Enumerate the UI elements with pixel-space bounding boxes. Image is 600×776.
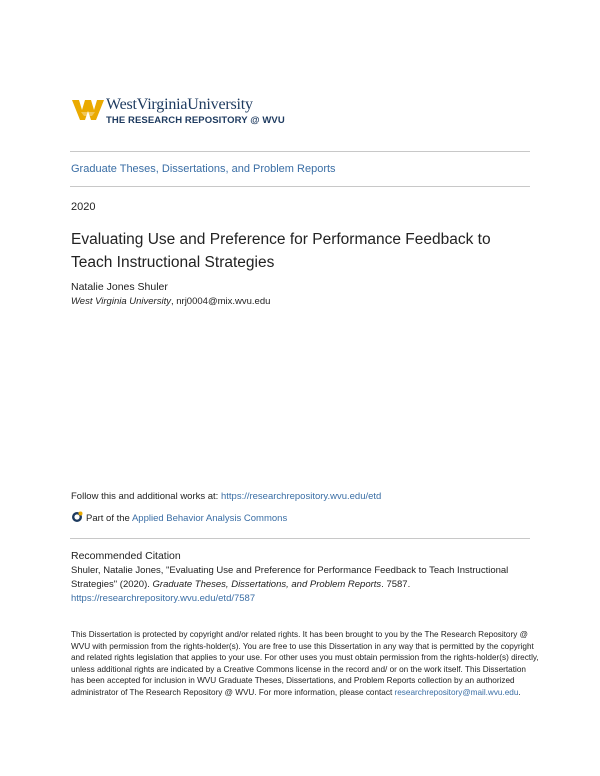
follow-text: Follow this and additional works at:	[71, 491, 221, 502]
citation-url-link[interactable]: https://researchrepository.wvu.edu/etd/7587	[71, 593, 256, 604]
publication-year: 2020	[71, 201, 96, 213]
citation-number: . 7587.	[381, 579, 411, 590]
contact-email-link[interactable]: researchrepository@mail.wvu.edu	[394, 687, 519, 697]
author-name: Natalie Jones Shuler	[71, 281, 168, 293]
logo-university-name: WestVirginiaUniversity	[106, 96, 253, 113]
flying-wv-icon	[72, 98, 104, 122]
etd-collection-link[interactable]: https://researchrepository.wvu.edu/etd	[220, 491, 382, 502]
author-affiliation	[71, 296, 270, 307]
rights-notice-text: This Dissertation is protected by copyright and/or related rights. It has been brought to you by the The Research Repository @ WVU with permission from the rights-holder(s). You are free to use this Dissertation in any way that is permitted by the copyright and related rights legislation that applies to your use. For other uses you must obtain permission from the rights-holder(s) directly, unless additional rights are indicated by a Creative Commons license in the record and/ or on the work itself. This Dissertation has been accepted for inclusion in WVU Graduate Theses, Dissertations, and Problem Reports collection by an authorized administrator of The Research Repository @ WVU. For more information, please contact	[71, 630, 539, 697]
follow-line	[71, 491, 381, 502]
divider-bottom	[70, 186, 530, 187]
commons-network-icon	[71, 511, 83, 523]
recommended-citation-heading: Recommended Citation	[71, 550, 181, 562]
author-email: , nrj0004@mix.wvu.edu	[170, 296, 271, 307]
recommended-citation-body	[71, 564, 541, 606]
logo-repository-name: THE RESEARCH REPOSITORY @ WVU	[106, 115, 285, 126]
citation-series: Graduate Theses, Dissertations, and Problem Reports	[152, 579, 382, 590]
affiliation-institution: West Virginia University	[71, 296, 171, 307]
divider-top	[70, 151, 530, 152]
rights-notice	[71, 629, 541, 699]
document-title: Evaluating Use and Preference for Performance Feedback to Teach Instructional Strategies	[71, 231, 491, 271]
citation-text: Shuler, Natalie Jones, "Evaluating Use and Preference for Performance Feedback to Teach Instructional Strategies" (2020).	[71, 565, 509, 590]
part-of-prefix: Part of the	[86, 513, 132, 524]
applied-behavior-analysis-commons-link[interactable]: Applied Behavior Analysis Commons	[131, 513, 288, 524]
wvu-logo[interactable]	[72, 96, 292, 136]
divider-citation	[70, 538, 530, 539]
collection-link[interactable]: Graduate Theses, Dissertations, and Problem Reports	[71, 163, 336, 175]
part-of-line	[71, 511, 287, 524]
rights-notice-end: .	[518, 687, 521, 697]
